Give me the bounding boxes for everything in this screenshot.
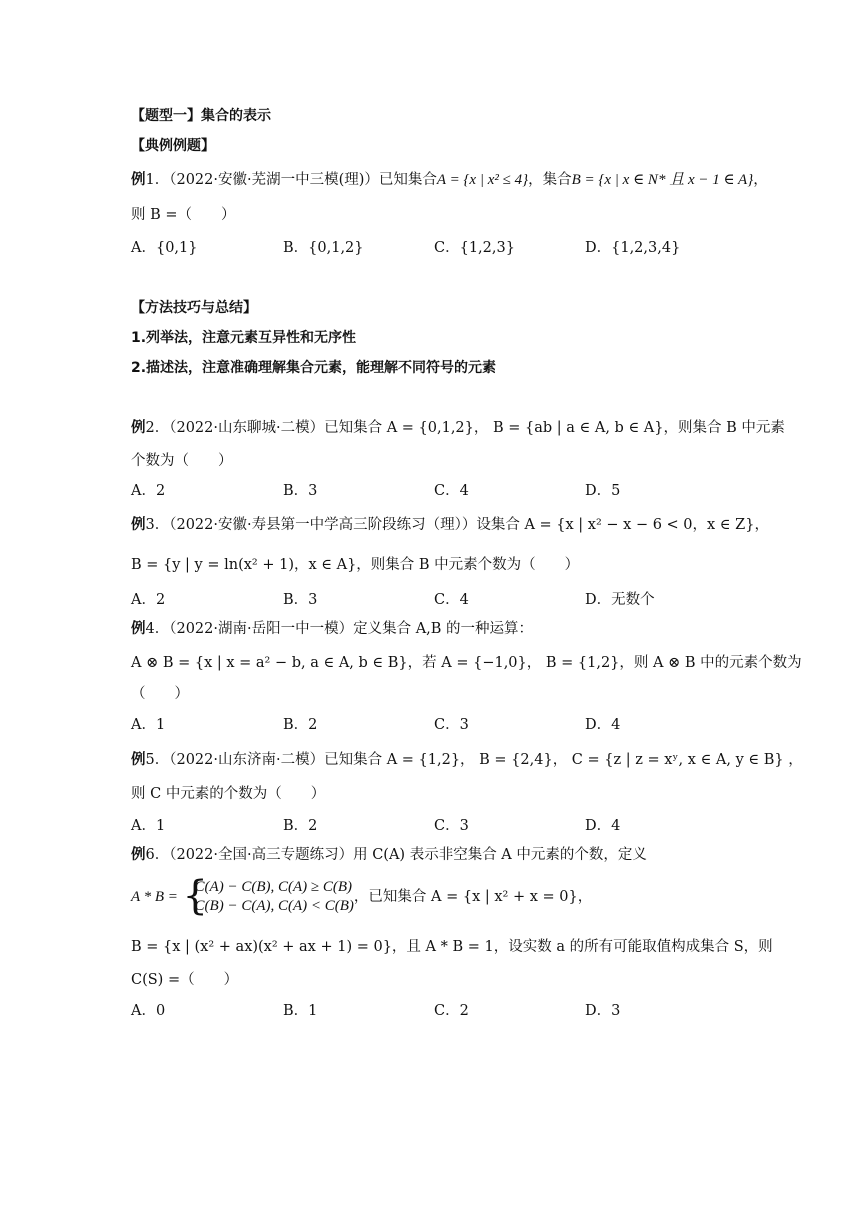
example-1-line-2: 则 B =（ ） [131, 207, 236, 223]
example-6-option-c: C．2 [434, 1003, 469, 1019]
example-4-text: 4．（2022·湖南·岳阳一中一模）定义集合 A,B 的一种运算： [145, 621, 534, 637]
example-1-comma: ， [753, 172, 768, 188]
left-brace-icon: { [182, 873, 208, 919]
method-tip-2: 2.描述法，注意准确理解集合元素，能理解不同符号的元素 [131, 360, 497, 376]
example-5-option-c: C．3 [434, 818, 469, 834]
section-title: 【题型一】集合的表示 [131, 108, 271, 124]
example-2-option-d: D．5 [585, 483, 621, 499]
example-5-line-2: 则 C 中元素的个数为（ ） [131, 786, 326, 802]
example-6-text: 6．（2022·全国·高三专题练习）用 C(A) 表示非空集合 A 中元素的个数，定义 [145, 847, 647, 863]
example-4-option-c: C．3 [434, 717, 469, 733]
example-6-option-a: A．0 [131, 1003, 166, 1019]
example-3-line-1 [131, 515, 769, 535]
example-2-option-c: C．4 [434, 483, 469, 499]
example-label: 例 [131, 621, 146, 637]
case-1: C(A) − C(B), C(A) ≥ C(B) [194, 879, 353, 895]
example-6-definition [131, 873, 593, 919]
example-1-option-c: C．{1,2,3} [434, 240, 515, 256]
example-label: 例 [131, 847, 146, 863]
method-tip-1: 1.列举法，注意元素互异性和无序性 [131, 330, 357, 346]
example-3-text: 3．（2022·安徽·寿县第一中学高三阶段练习（理））设集合 A = {x | x² − x − 6 < 0，x ∈ Z}， [145, 517, 769, 533]
methods-heading: 【方法技巧与总结】 [131, 300, 257, 316]
example-2-option-b: B．3 [283, 483, 318, 499]
example-3-option-c: C．4 [434, 592, 469, 608]
piecewise-definition [182, 873, 354, 919]
example-1-set-b: B = {x | x ∈ N* 且 x − 1 ∈ A} [571, 172, 754, 188]
definition-lhs: A * B = [131, 889, 178, 905]
example-1-option-d: D．{1,2,3,4} [585, 240, 681, 256]
example-label: 例 [131, 420, 146, 436]
example-1-set-a: A = {x | x² ≤ 4} [436, 172, 529, 188]
examples-heading: 【典例例题】 [131, 138, 215, 154]
example-label: 例 [131, 752, 146, 768]
example-4-option-d: D．4 [585, 717, 621, 733]
example-5-option-a: A．1 [131, 818, 166, 834]
example-5-option-b: B．2 [283, 818, 318, 834]
example-4-line-3: （ ） [131, 686, 189, 702]
example-2-option-a: A．2 [131, 483, 166, 499]
example-2-text: 2．（2022·山东聊城·二模）已知集合 A = {0,1,2}， B = {ab | a ∈ A, b ∈ A}，则集合 B 中元素 [145, 420, 785, 436]
example-6-line-3: B = {x | (x² + ax)(x² + ax + 1) = 0}，且 A * B = 1，设实数 a 的所有可能取值构成集合 S，则 [131, 939, 773, 955]
example-3-line-2: B = {y | y = ln(x² + 1)，x ∈ A}，则集合 B 中元素个数为（ ） [131, 557, 580, 573]
example-4-line-2: A ⊗ B = {x | x = a² − b, a ∈ A, b ∈ B}，若 A = {−1,0}， B = {1,2}，则 A ⊗ B 中的元素个数为 [131, 655, 802, 671]
example-2-line-1 [131, 418, 785, 438]
example-6-line-1 [131, 845, 647, 865]
example-5-text: 5．（2022·山东济南·二模）已知集合 A = {1,2}， B = {2,4}， C = {z | z = xʸ, x ∈ A, y ∈ B} ， [145, 752, 803, 768]
example-3-option-a: A．2 [131, 592, 166, 608]
example-6-option-d: D．3 [585, 1003, 621, 1019]
example-3-option-b: B．3 [283, 592, 318, 608]
example-1-source: 1．（2022·安徽·芜湖一中三模(理)）已知集合 [145, 172, 437, 188]
case-2: C(B) − C(A), C(A) < C(B) [194, 898, 354, 914]
example-4-option-b: B．2 [283, 717, 318, 733]
example-label: 例 [131, 172, 146, 188]
example-1-line-1 [131, 170, 768, 190]
example-6-option-b: B．1 [283, 1003, 318, 1019]
example-2-line-2: 个数为（ ） [131, 453, 233, 469]
example-1-option-b: B．{0,1,2} [283, 240, 364, 256]
example-label: 例 [131, 517, 146, 533]
example-4-option-a: A．1 [131, 717, 166, 733]
example-1-connector: ，集合 [528, 172, 572, 188]
definition-rest: ，已知集合 A = {x | x² + x = 0}， [353, 889, 593, 905]
example-6-line-4: C(S) =（ ） [131, 972, 239, 988]
example-5-option-d: D．4 [585, 818, 621, 834]
example-4-line-1 [131, 619, 533, 639]
example-3-option-d: D．无数个 [585, 592, 655, 608]
example-1-option-a: A．{0,1} [131, 240, 198, 256]
example-5-line-1 [131, 750, 803, 770]
